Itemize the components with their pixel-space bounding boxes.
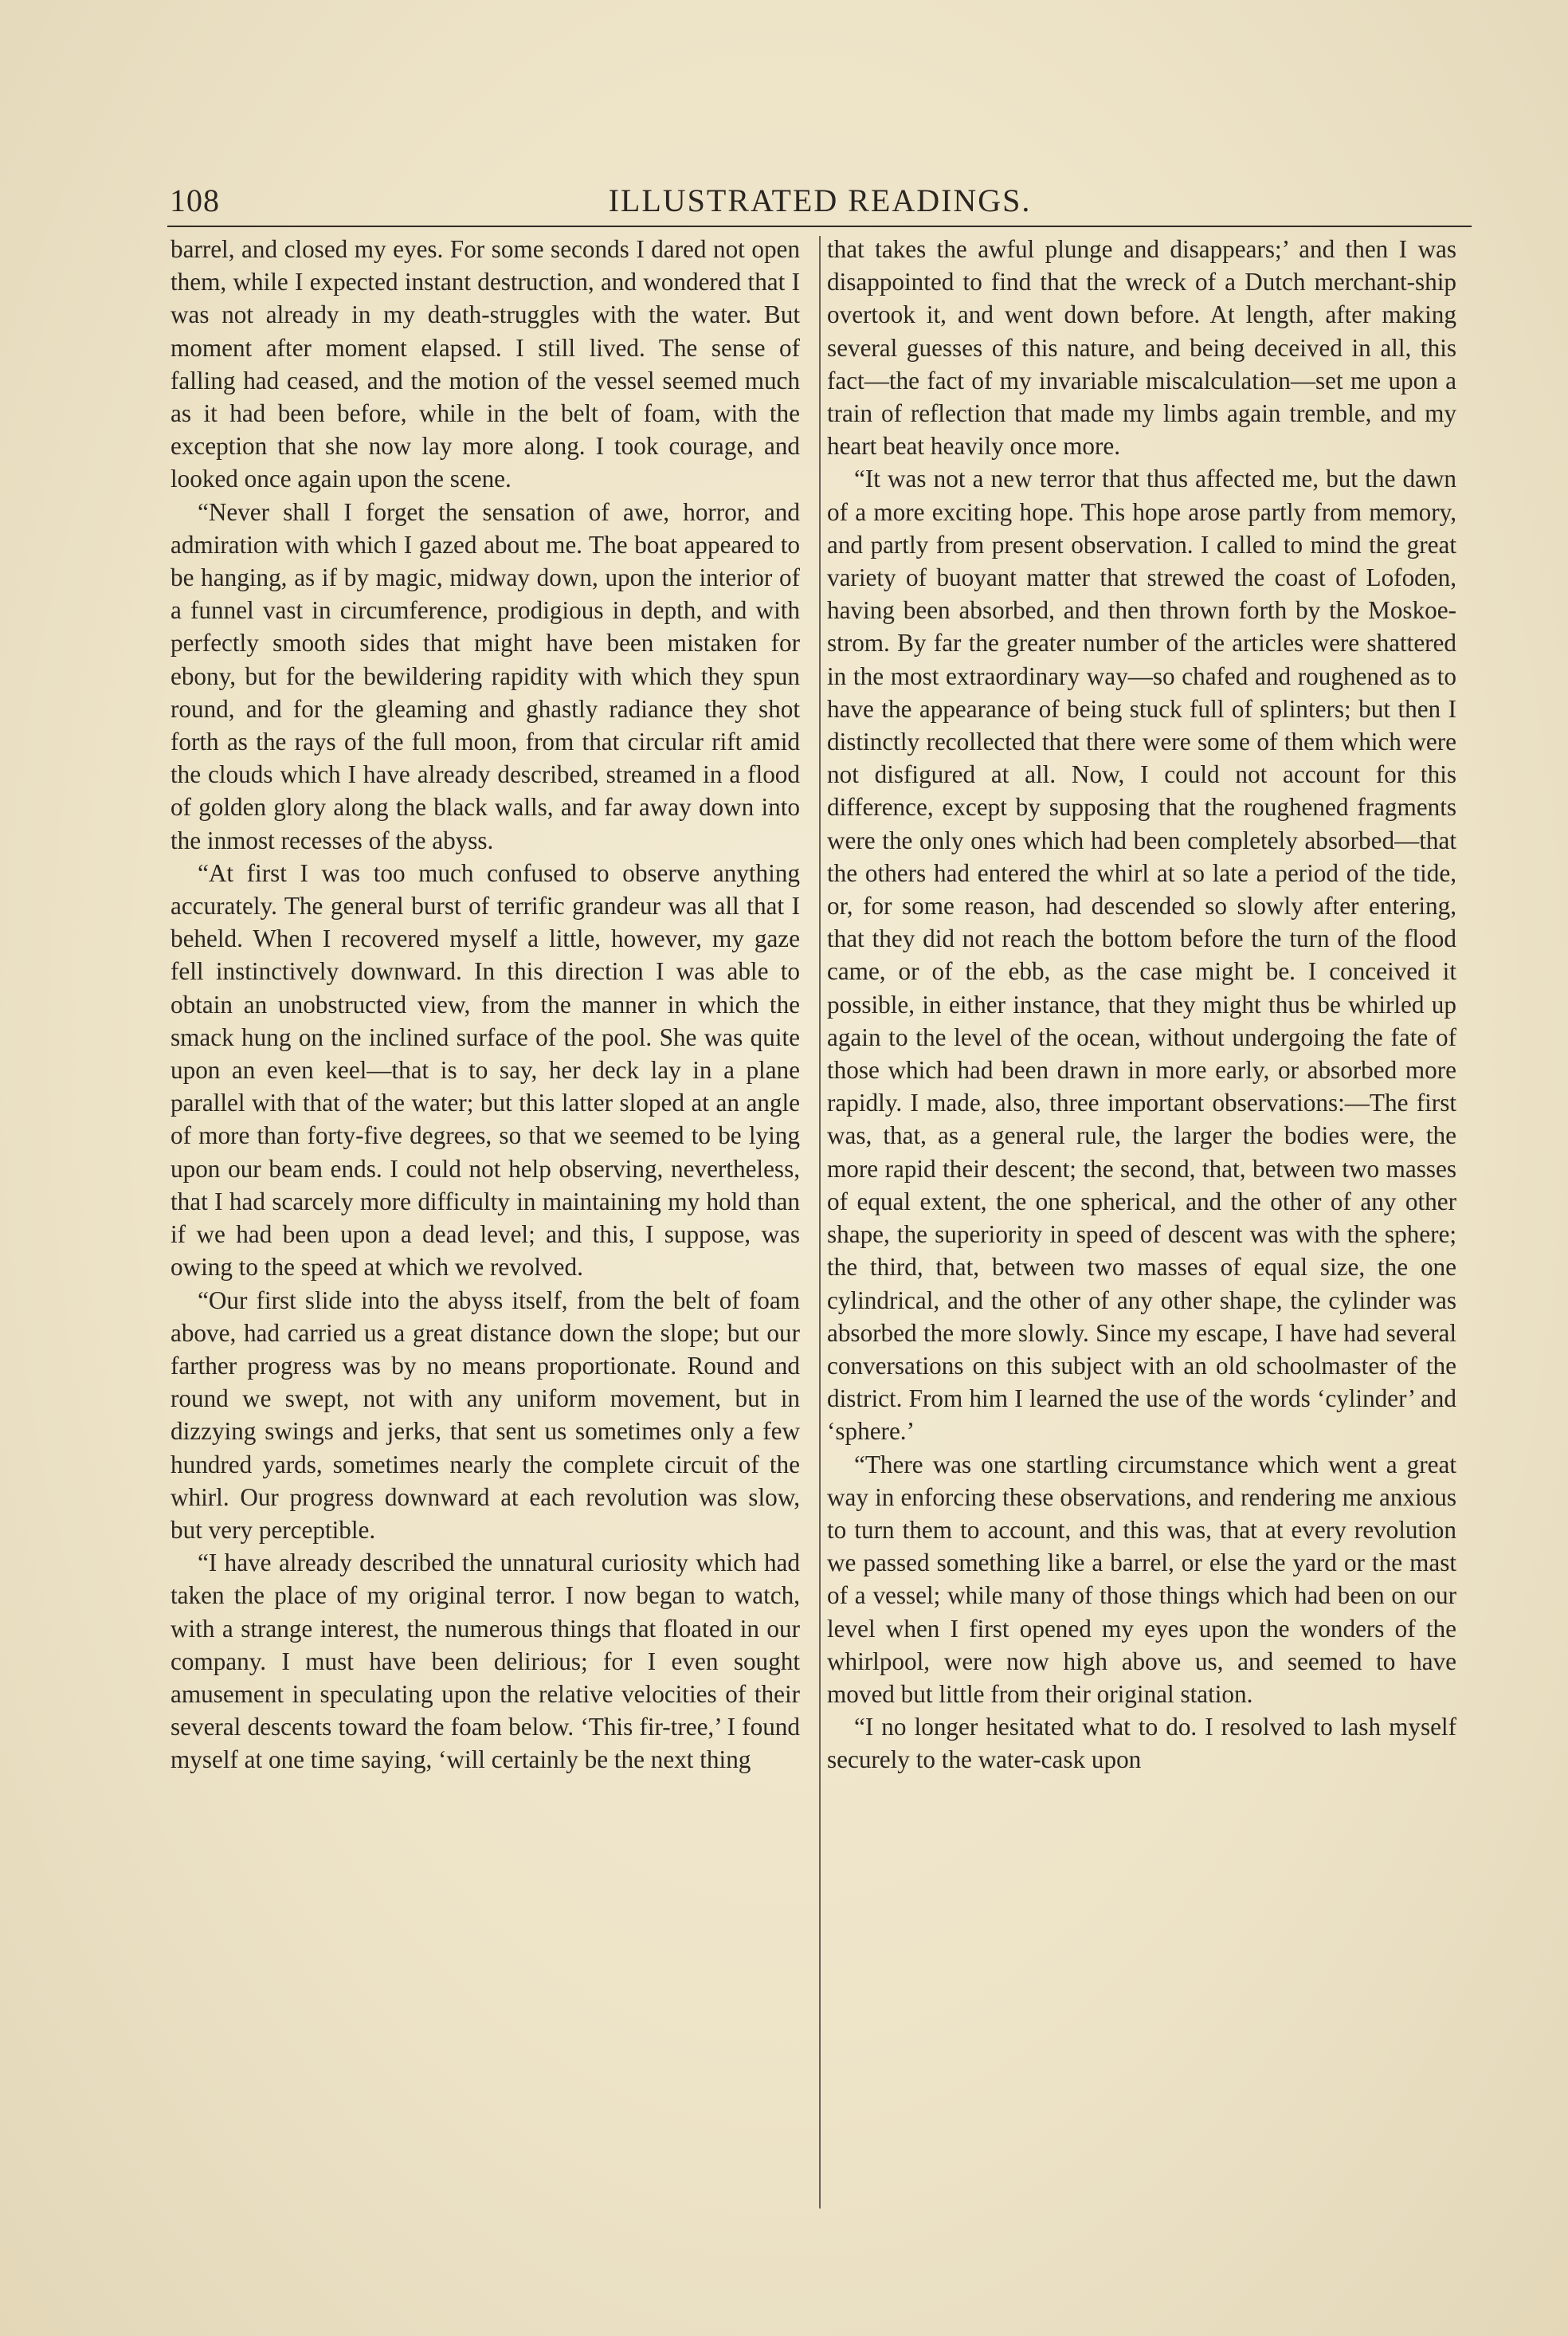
page-number: 108	[170, 183, 220, 218]
paragraph: “At first I was too much confused to observe anything accurately. The general burst of terrific grandeur was all that I beheld. When I recovered myself a little, however, my gaze fell instinctively downward. In this direction I was able to obtain an unobstructed view, from the manner in which the smack hung on the inclined surface of the pool. She was quite upon an even keel—that is to say, her deck lay in a plane parallel with that of the water; but this latter sloped at an angle of more than forty-five degrees, so that we seemed to be lying upon our beam ends. I could not help observing, nevertheless, that I had scarcely more difficulty in maintaining my hold than if we had been upon a dead level; and this, I suppose, was owing to the speed at which we revolved.	[171, 858, 800, 1282]
paragraph: that takes the awful plunge and disappears;’ and then I was disappointed to find that the wreck of a Dutch merchant-ship overtook it, and went down before. At length, after making several guesses of this nature, and being deceived in all, this fact—the fact of my invariable miscalculation—set me upon a train of reflection that made my limbs again tremble, and my heart beat heavily once more.	[827, 235, 1456, 461]
paragraph: “Our first slide into the abyss itself, from the belt of foam above, had carried us a great distance down the slope; but our farther progress was by no means proportionate. Round and round we swept, not with any uniform movement, but in dizzying swings and jerks, that sent us sometimes only a few hundred yards, sometimes nearly the complete circuit of the whirl. Our progress downward at each revolution was slow, but very perceptible.	[171, 1286, 800, 1544]
column-divider	[819, 236, 821, 2208]
paragraph: “It was not a new terror that thus affected me, but the dawn of a more exciting hope. This hope arose partly from memory, and partly from present observation. I called to mind the great variety of buoyant matter that strewed the coast of Lofoden, having been absorbed, and then thrown forth by the Moskoe-strom. By far the greater number of the articles were shattered in the most extraordinary way—so chafed and roughened as to have the appearance of being stuck full of splinters; but then I distinctly recollected that there were some of them which were not disfigured at all. Now, I could not account for this difference, except by supposing that the roughened fragments were the only ones which had been completely absorbed—that the others had entered the whirl at so late a period of the tide, or, for some reason, had descended so slowly after entering, that they did not reach the bottom before the turn of the flood came, or of the ebb, as the case might be. I conceived it possible, in either instance, that they might thus be whirled up again to the level of the ocean, without undergoing the fate of those which had been drawn in more early, or absorbed more rapidly. I made, also, three important observations:—The first was, that, as a general rule, the larger the bodies were, the more rapid their descent; the second, that, between two masses of equal extent, the one spherical, and the other of any other shape, the superiority in speed of descent was with the sphere; the third, that, between two masses of equal size, the one cylindrical, and the other of any other shape, the cylinder was absorbed the more slowly. Since my escape, I have had several conversations on this subject with an old schoolmaster of the district. From him I learned the use of the words ‘cylinder’ and ‘sphere.’	[827, 465, 1456, 1446]
paragraph: “There was one startling circumstance which went a great way in enforcing these observations, and rendering me anxious to turn them to account, and this was, that at every revolution we passed something like a barrel, or else the yard or the mast of a vessel; while many of those things which had been on our level when I first opened my eyes upon the wonders of the whirlpool, were now high above us, and seemed to have moved but little from their original station.	[827, 1450, 1456, 1708]
header-rule	[167, 226, 1472, 227]
paragraph: barrel, and closed my eyes. For some seconds I dared not open them, while I expected instant destruction, and wondered that I was not already in my death-struggles with the water. But moment after moment elapsed. I still lived. The sense of falling had ceased, and the motion of the vessel seemed much as it had been before, while in the belt of foam, with the exception that she now lay more along. I took courage, and looked once again upon the scene.	[171, 235, 800, 493]
left-column	[171, 233, 800, 2209]
paragraph: “I no longer hesitated what to do. I resolved to lash myself securely to the water-cask upon	[827, 1713, 1456, 1774]
right-column	[827, 233, 1456, 2209]
paragraph: “Never shall I forget the sensation of awe, horror, and admiration with which I gazed about me. The boat appeared to be hanging, as if by magic, midway down, upon the interior of a funnel vast in circumference, prodigious in depth, and with perfectly smooth sides that might have been mistaken for ebony, but for the bewildering rapidity with which they spun round, and for the gleaming and ghastly radiance they shot forth as the rays of the full moon, from that circular rift amid the clouds which I have already described, streamed in a flood of golden glory along the black walls, and far away down into the inmost recesses of the abyss.	[171, 497, 800, 854]
page-header	[170, 182, 1470, 222]
running-head: ILLUSTRATED READINGS.	[608, 183, 1032, 218]
paragraph: “I have already described the unnatural curiosity which had taken the place of my original terror. I now began to watch, with a strange interest, the numerous things that floated in our company. I must have been delirious; for I even sought amusement in speculating upon the relative velocities of their several descents toward the foam below. ‘This fir-tree,’ I found myself at one time saying, ‘will certainly be the next thing	[171, 1549, 800, 1774]
